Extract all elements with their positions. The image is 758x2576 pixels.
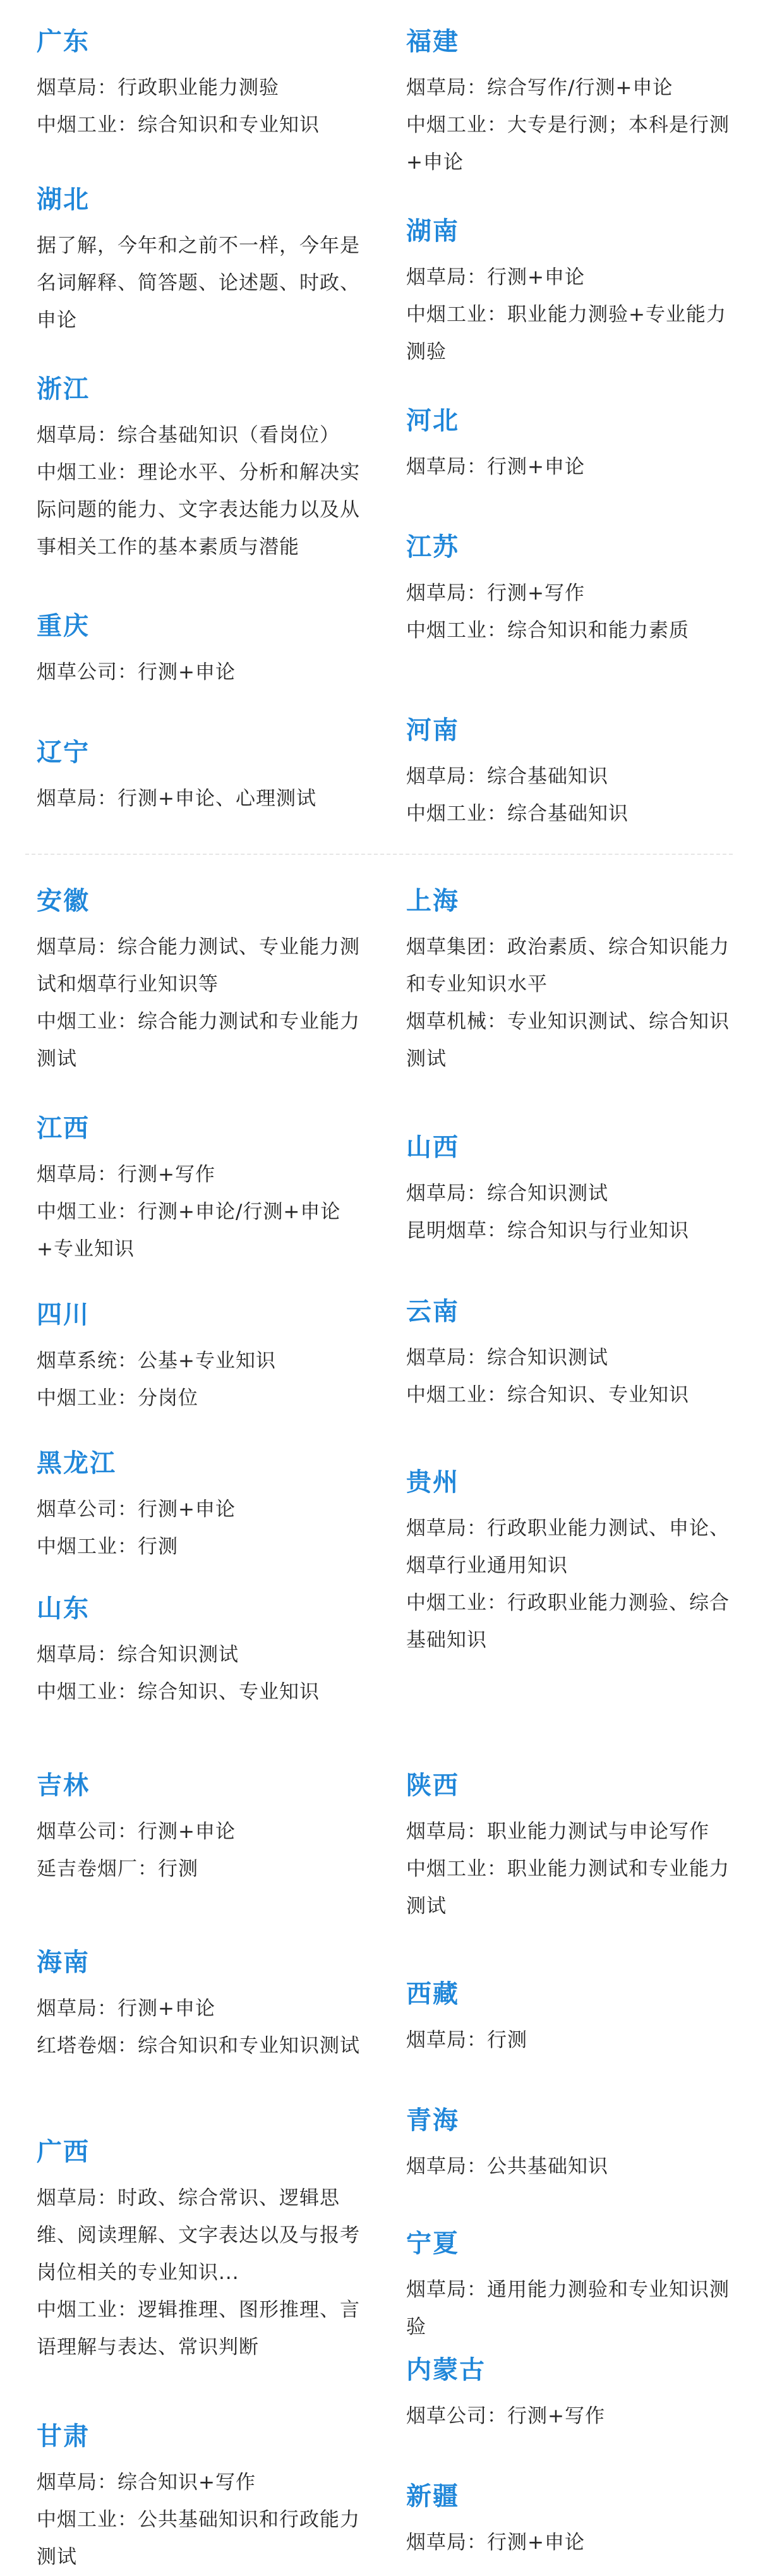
- province-entry: [406, 714, 735, 833]
- exam-content-line: 烟草公司：行测+申论: [37, 661, 236, 684]
- province-entry: [406, 215, 735, 371]
- province-heading: 广西: [37, 2138, 90, 2167]
- exam-content-line: 烟草局：行政职业能力测验: [37, 76, 279, 99]
- province-entry: [37, 1946, 371, 2065]
- section-divider: [25, 854, 733, 856]
- exam-content-line: 延吉卷烟厂：行测: [37, 1858, 198, 1880]
- exam-content-line: 中烟工业：理论水平、分析和解决实际问题的能力、文字表达能力以及从事相关工作的基本素质与潜能: [37, 461, 360, 559]
- province-heading: 安徽: [37, 886, 90, 916]
- exam-content-line: 中烟工业：综合知识、专业知识: [37, 1681, 320, 1703]
- province-entry: [406, 1769, 735, 1925]
- province-heading: 青海: [406, 2106, 459, 2135]
- exam-content-line: 烟草系统：公基+专业知识: [37, 1350, 276, 1372]
- exam-content-line: 烟草局：行测+申论: [406, 2531, 585, 2554]
- province-heading: 内蒙古: [406, 2355, 486, 2385]
- province-heading: 吉林: [37, 1771, 90, 1800]
- province-heading: 海南: [37, 1948, 90, 1977]
- province-entry: [406, 885, 735, 1078]
- province-heading: 辽宁: [37, 738, 90, 767]
- exam-content-line: 烟草局：综合知识+写作: [37, 2471, 256, 2494]
- exam-content-line: 中烟工业：行测+申论/行测+申论+专业知识: [37, 1200, 341, 1261]
- province-entry: [37, 1447, 371, 1566]
- exam-content-line: 中烟工业：行政职业能力测验、综合基础知识: [406, 1592, 730, 1652]
- province-entry: [37, 1112, 371, 1268]
- province-heading: 新疆: [406, 2482, 459, 2511]
- province-entry: [406, 1295, 735, 1414]
- province-entry: [37, 610, 371, 691]
- province-heading: 江西: [37, 1114, 90, 1143]
- province-entry: [37, 736, 371, 818]
- exam-content-line: 中烟工业：综合知识和专业知识: [37, 114, 320, 136]
- province-entry: [406, 2227, 735, 2346]
- exam-content-line: 烟草局：综合基础知识（看岗位）: [37, 424, 340, 447]
- exam-content-line: 烟草局：职业能力测试与申论写作: [406, 1820, 709, 1843]
- exam-content-line: 烟草局：综合基础知识: [406, 765, 608, 788]
- province-heading: 浙江: [37, 375, 90, 404]
- province-heading: 贵州: [406, 1468, 459, 1497]
- province-heading: 重庆: [37, 612, 90, 641]
- exam-content-line: 烟草局：行测+申论: [406, 456, 585, 478]
- province-heading: 福建: [406, 27, 459, 56]
- province-heading: 陕西: [406, 1771, 459, 1800]
- province-entry: [406, 2480, 735, 2561]
- province-heading: 甘肃: [37, 2422, 90, 2451]
- province-heading: 西藏: [406, 1980, 459, 2009]
- province-heading: 河南: [406, 716, 459, 745]
- exam-content-line: 烟草公司：行测+申论: [37, 1498, 236, 1521]
- province-heading: 山东: [37, 1594, 90, 1623]
- exam-content-line: 中烟工业：职业能力测验+专业能力测验: [406, 303, 726, 363]
- province-entry: [406, 1466, 735, 1659]
- exam-content-line: 中烟工业：大专是行测；本科是行测+申论: [406, 114, 730, 174]
- exam-content-line: 中烟工业：分岗位: [37, 1387, 198, 1410]
- exam-content-line: 昆明烟草：综合知识与行业知识: [406, 1219, 689, 1242]
- exam-content-line: 中烟工业：行测: [37, 1535, 178, 1558]
- exam-content-line: 烟草局：综合知识测试: [37, 1643, 239, 1666]
- province-entry: [37, 183, 371, 339]
- exam-content-line: 烟草局：时政、综合常识、逻辑思维、阅读理解、文字表达以及与报考岗位相关的专业知识...: [37, 2187, 360, 2284]
- exam-content-line: 烟草局：综合写作/行测+申论: [406, 76, 673, 99]
- exam-content-line: 烟草局：行测+申论、心理测试: [37, 787, 316, 810]
- province-heading: 上海: [406, 886, 459, 916]
- province-heading: 湖北: [37, 185, 90, 214]
- province-heading: 湖南: [406, 217, 459, 246]
- exam-content-line: 中烟工业：综合知识、专业知识: [406, 1384, 689, 1406]
- exam-content-line: 烟草局：综合知识测试: [406, 1346, 608, 1369]
- province-entry: [406, 531, 735, 650]
- province-heading: 四川: [37, 1300, 90, 1329]
- province-entry: [406, 1978, 735, 2059]
- exam-content-line: 烟草局：公共基础知识: [406, 2155, 608, 2178]
- province-entry: [406, 1131, 735, 1250]
- province-entry: [37, 373, 371, 566]
- exam-content-line: 烟草公司：行测+申论: [37, 1820, 236, 1843]
- exam-content-line: 烟草局：行测+申论: [37, 1997, 215, 2020]
- province-heading: 宁夏: [406, 2229, 459, 2258]
- exam-content-line: 烟草局：综合能力测试、专业能力测试和烟草行业知识等: [37, 936, 360, 996]
- province-entry: [37, 1769, 371, 1888]
- province-entry: [406, 25, 735, 181]
- exam-content-line: 烟草局：行测: [406, 2029, 527, 2052]
- province-entry: [37, 1298, 371, 1417]
- exam-content-line: 中烟工业：综合能力测试和专业能力测试: [37, 1010, 360, 1070]
- exam-content-line: 烟草局：行测+写作: [406, 582, 585, 605]
- province-entry: [406, 2104, 735, 2186]
- province-entry: [37, 885, 371, 1078]
- exam-content-line: 烟草集团：政治素质、综合知识能力和专业知识水平: [406, 936, 730, 996]
- province-entry: [37, 25, 371, 144]
- province-heading: 广东: [37, 27, 90, 56]
- exam-content-line: 中烟工业：职业能力测试和专业能力测试: [406, 1858, 730, 1918]
- province-entry: [37, 2136, 371, 2366]
- province-heading: 黑龙江: [37, 1449, 116, 1478]
- exam-content-line: 烟草局：行测+申论: [406, 266, 585, 289]
- exam-content-line: 中烟工业：综合基础知识: [406, 802, 629, 825]
- exam-content-line: 中烟工业：逻辑推理、图形推理、言语理解与表达、常识判断: [37, 2299, 360, 2359]
- province-entry: [406, 2354, 735, 2435]
- exam-content-line: 烟草局：综合知识测试: [406, 1182, 608, 1205]
- exam-content-line: 烟草局：行政职业能力测试、申论、烟草行业通用知识: [406, 1517, 730, 1577]
- province-entry: [406, 404, 735, 486]
- exam-content-line: 烟草局：通用能力测验和专业知识测验: [406, 2278, 730, 2338]
- province-heading: 云南: [406, 1297, 459, 1326]
- exam-content-line: 中烟工业：公共基础知识和行政能力测试: [37, 2508, 360, 2568]
- province-heading: 河北: [406, 406, 459, 435]
- province-heading: 江苏: [406, 533, 459, 562]
- province-heading: 山西: [406, 1133, 459, 1162]
- exam-content-line: 红塔卷烟：综合知识和专业知识测试: [37, 2035, 360, 2057]
- province-entry: [37, 1592, 371, 1711]
- exam-content-line: 中烟工业：综合知识和能力素质: [406, 619, 689, 642]
- exam-content-line: 烟草局：行测+写作: [37, 1163, 215, 1186]
- exam-content-line: 据了解，今年和之前不一样，今年是名词解释、简答题、论述题、时政、申论: [37, 234, 360, 332]
- exam-content-line: 烟草机械：专业知识测试、综合知识测试: [406, 1010, 730, 1070]
- exam-content-line: 烟草公司：行测+写作: [406, 2405, 605, 2428]
- province-entry: [37, 2420, 371, 2576]
